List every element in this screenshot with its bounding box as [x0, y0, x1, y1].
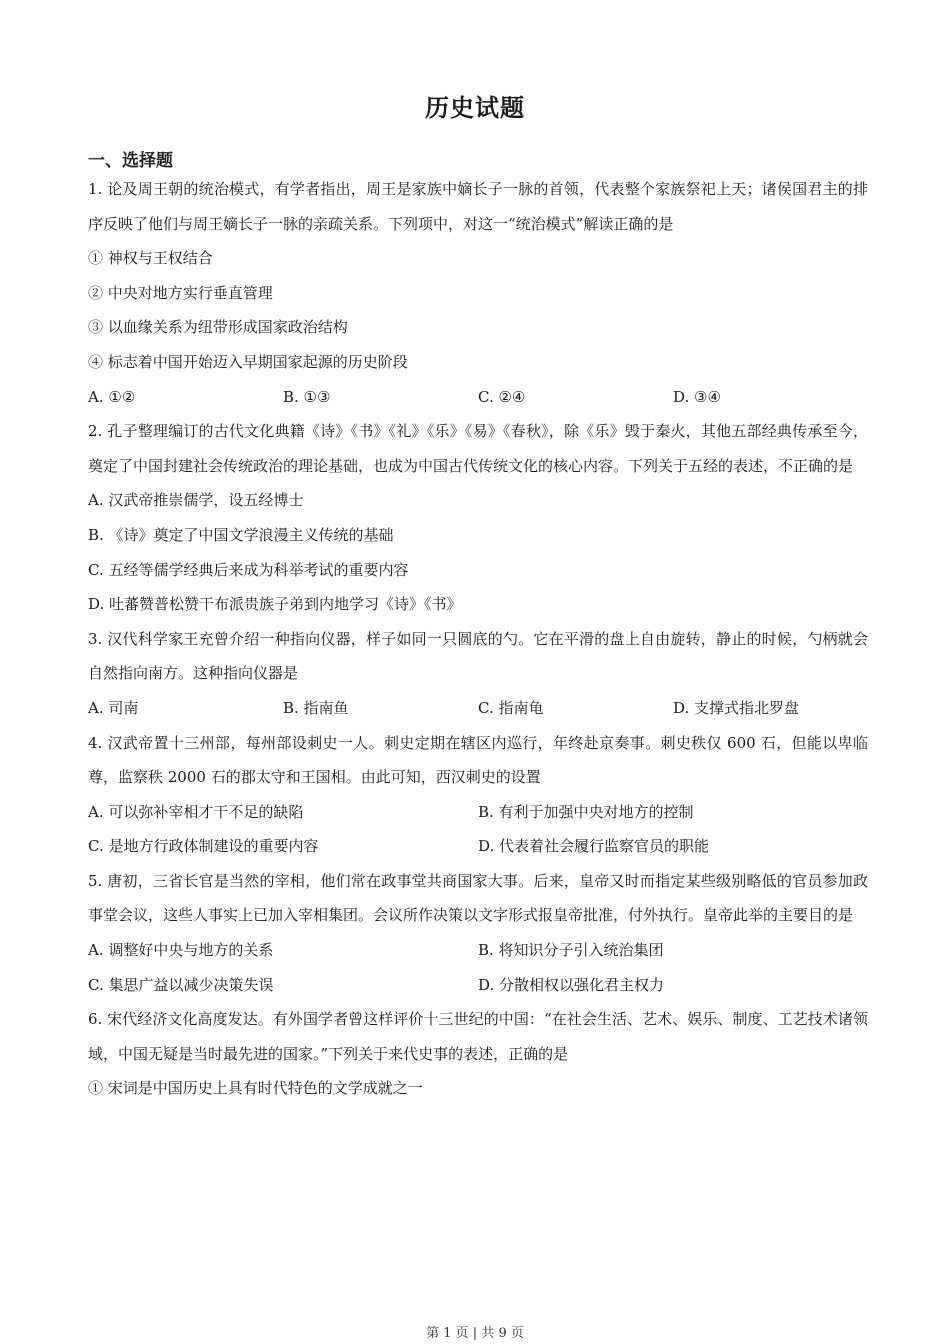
question-4-options-row-1 — [88, 795, 868, 830]
option-c: C. 指南龟 — [478, 698, 544, 717]
question-2-stem: 2. 孔子整理编订的古代文化典籍《诗》《书》《礼》《乐》《易》《春秋》，除《乐》毁于秦火，其他五部经典传承至今，奠定了中国封建社会传统政治的理论基础，也成为中国古代传统文化的核心内容。下列关于五经的表述，不正确的是 — [88, 422, 868, 475]
question-list — [88, 172, 868, 1106]
option-c: C. 五经等儒学经典后来成为科举考试的重要内容 — [88, 560, 409, 579]
question-1-item: ③ 以血缘关系为纽带形成国家政治结构 — [88, 318, 348, 337]
question-1-item: ① 神权与王权结合 — [88, 249, 213, 268]
question-1-options — [88, 380, 868, 415]
option-c: C. 是地方行政体制建设的重要内容 — [88, 837, 319, 856]
option-a: A. 可以弥补宰相才干不足的缺陷 — [88, 802, 304, 821]
option-a: A. 汉武帝推崇儒学，设五经博士 — [88, 491, 304, 510]
question-1-stem: 1. 论及周王朝的统治模式，有学者指出，周王是家族中嫡长子一脉的首领，代表整个家族祭祀上天；诸侯国君主的排序反映了他们与周王嫡长子一脉的亲疏关系。下列项中，对这一“统治模式”解读正确的是 — [88, 180, 868, 233]
option-d: D. 支撑式指北罗盘 — [673, 698, 800, 717]
option-b: B. 有利于加强中央对地方的控制 — [478, 802, 694, 821]
option-d: D. 分散相权以强化君主权力 — [478, 975, 665, 994]
question-6-item: ① 宋词是中国历史上具有时代特色的文学成就之一 — [88, 1079, 423, 1098]
option-a: A. ①② — [88, 387, 136, 406]
question-4-options-row-2 — [88, 829, 868, 864]
option-c: C. 集思广益以减少决策失误 — [88, 975, 274, 994]
question-5-stem: 5. 唐初，三省长官是当然的宰相，他们常在政事堂共商国家大事。后来，皇帝又时而指定某些级别略低的官员参加政事堂会议，这些人事实上已加入宰相集团。会议所作决策以文字形式报皇帝批准，付外执行。皇帝此举的主要目的是 — [88, 871, 868, 925]
question-3-stem: 3. 汉代科学家王充曾介绍一种指向仪器，样子如同一只圆底的勺。它在平滑的盘上自由旋转，静止的时候，勺柄就会自然指向南方。这种指向仪器是 — [88, 629, 868, 683]
question-6-stem: 6. 宋代经济文化高度发达。有外国学者曾这样评价十三世纪的中国：“在社会生活、艺术、娱乐、制度、工艺技术诸领域，中国无疑是当时最先进的国家。”下列关于来代史事的表述，正确的是 — [88, 1010, 868, 1063]
section-heading: 一、选择题 — [88, 151, 173, 171]
option-d: D. ③④ — [673, 387, 721, 406]
question-4-stem: 4. 汉武帝置十三州部，每州部设刺史一人。刺史定期在辖区内巡行，年终赴京奏事。刺史秩仅 600 石，但能以卑临尊，监察秩 2000 石的郡太守和王国相。由此可知，西汉刺史的设置 — [88, 733, 868, 787]
option-b: B. 指南鱼 — [283, 698, 349, 717]
question-1-item: ② 中央对地方实行垂直管理 — [88, 283, 273, 302]
option-d: D. 代表着社会履行监察官员的职能 — [478, 837, 710, 856]
option-a: A. 司南 — [88, 698, 139, 717]
question-5-options-row-1 — [88, 933, 868, 968]
option-b: B. ①③ — [283, 387, 331, 406]
question-3-options — [88, 691, 868, 726]
option-b: B. 《诗》奠定了中国文学浪漫主义传统的基础 — [88, 525, 394, 544]
page-footer: 第 1 页 | 共 9 页 — [426, 1326, 524, 1341]
question-5-options-row-2 — [88, 968, 868, 1003]
option-c: C. ②④ — [478, 387, 526, 406]
page-title: 历史试题 — [425, 94, 525, 122]
option-d: D. 吐蕃赞普松赞干布派贵族子弟到内地学习《诗》《书》 — [88, 595, 462, 614]
option-a: A. 调整好中央与地方的关系 — [88, 941, 274, 960]
option-b: B. 将知识分子引入统治集团 — [478, 941, 664, 960]
question-1-item: ④ 标志着中国开始迈入早期国家起源的历史阶段 — [88, 352, 408, 371]
